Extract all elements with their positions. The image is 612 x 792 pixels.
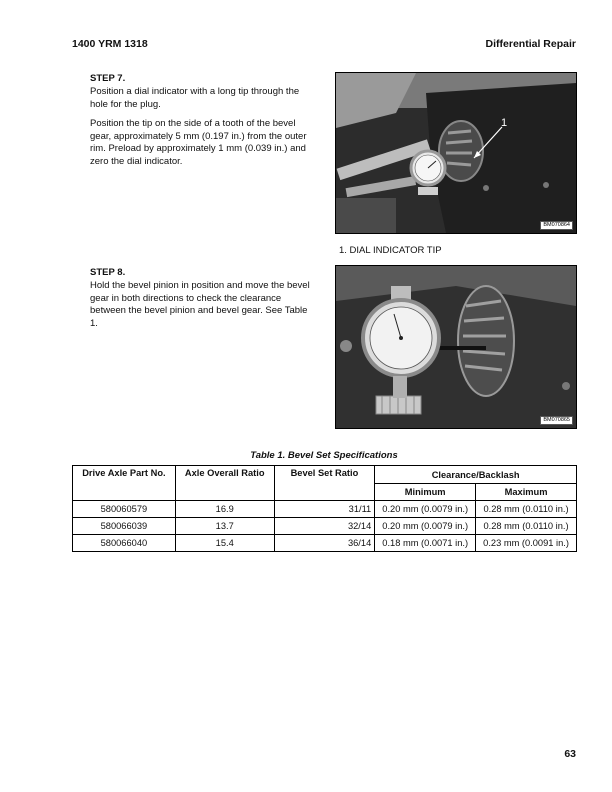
step-7-paragraph-2: Position the tip on the side of a tooth of the bevel gear, approximately 5 mm (0.197 in.) from the outer rim. Preload by approximately 1 mm (0.039 in.) and zero the dial indicator. (90, 118, 307, 167)
figure-1-caption: 1. DIAL INDICATOR TIP (339, 245, 442, 256)
table-title: Table 1. Bevel Set Specifications (250, 450, 398, 461)
cell-bevel-ratio: 31/11 (274, 501, 375, 518)
figure-2-photo (335, 265, 577, 429)
cell-axle-ratio: 15.4 (175, 535, 274, 552)
cell-maximum: 0.28 mm (0.0110 in.) (476, 501, 577, 518)
column-header-maximum: Maximum (476, 484, 577, 501)
header-section-title: Differential Repair (485, 38, 576, 50)
step-8-title: STEP 8. (90, 267, 126, 278)
bevel-set-specifications-table (72, 465, 577, 552)
table-row (73, 501, 577, 518)
cell-minimum: 0.18 mm (0.0071 in.) (375, 535, 476, 552)
figure-2-tag: BM070865 (540, 416, 573, 425)
step-8-paragraph-1: Hold the bevel pinion in position and move the bevel gear in both directions to check the clearance between the bevel pinion and bevel gear. See Table 1. (90, 280, 310, 329)
cell-bevel-ratio: 36/14 (274, 535, 375, 552)
cell-axle-ratio: 13.7 (175, 518, 274, 535)
cell-part-number: 580066040 (73, 535, 176, 552)
figure-1-tag: BM070864 (540, 221, 573, 230)
column-header-part-number: Drive Axle Part No. (73, 466, 176, 501)
figure-1-callout-number: 1 (501, 117, 508, 129)
table-row (73, 518, 577, 535)
cell-part-number: 580066039 (73, 518, 176, 535)
column-header-minimum: Minimum (375, 484, 476, 501)
column-header-bevel-set-ratio: Bevel Set Ratio (274, 466, 375, 501)
cell-maximum: 0.28 mm (0.0110 in.) (476, 518, 577, 535)
column-header-clearance-backlash: Clearance/Backlash (375, 466, 577, 484)
cell-axle-ratio: 16.9 (175, 501, 274, 518)
cell-minimum: 0.20 mm (0.0079 in.) (375, 501, 476, 518)
step-7-block (90, 73, 315, 176)
cell-maximum: 0.23 mm (0.0091 in.) (476, 535, 577, 552)
cell-part-number: 580060579 (73, 501, 176, 518)
step-8-block (90, 267, 315, 337)
figure-1-photo (335, 72, 577, 234)
step-7-paragraph-1: Position a dial indicator with a long tip through the hole for the plug. (90, 86, 300, 110)
page-number: 63 (564, 748, 576, 760)
cell-bevel-ratio: 32/14 (274, 518, 375, 535)
cell-minimum: 0.20 mm (0.0079 in.) (375, 518, 476, 535)
step-7-title: STEP 7. (90, 73, 126, 84)
dial-indicator-illustration (336, 266, 576, 428)
header-document-code: 1400 YRM 1318 (72, 38, 148, 50)
table-header-row (73, 466, 577, 484)
dial-indicator-tip-illustration (336, 73, 576, 233)
table-row (73, 535, 577, 552)
column-header-axle-overall-ratio: Axle Overall Ratio (175, 466, 274, 501)
